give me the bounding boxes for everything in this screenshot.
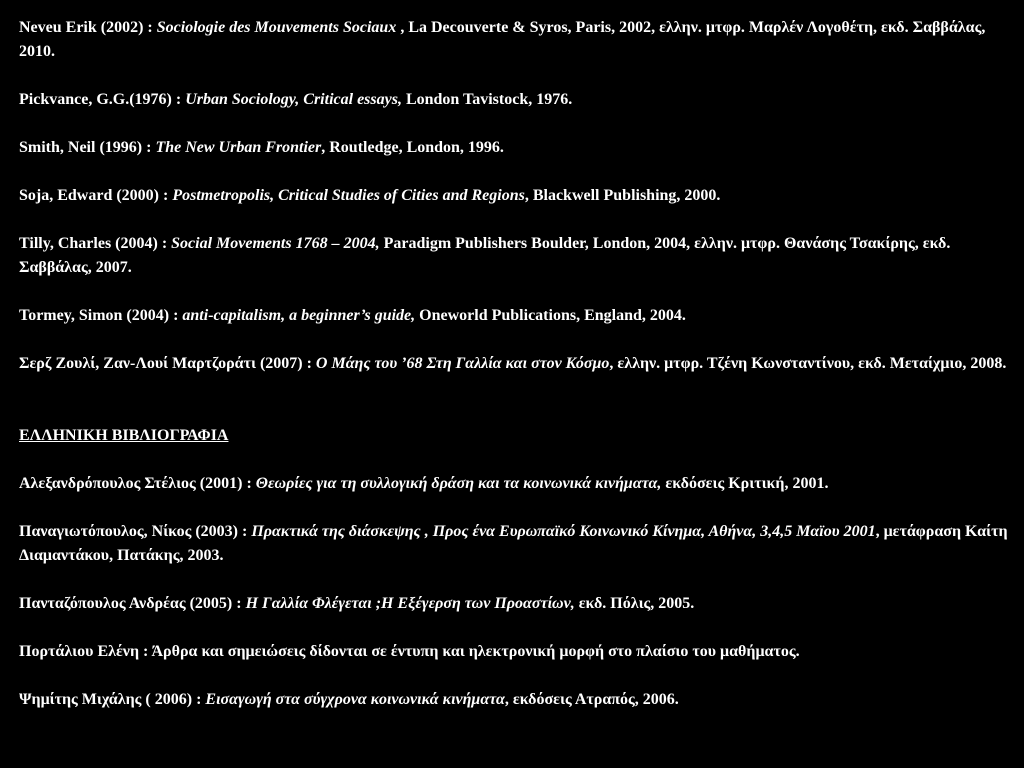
bibliography-entry	[19, 472, 1009, 496]
entry-author: Soja, Edward (2000) :	[19, 187, 173, 204]
bibliography-entry	[19, 136, 1009, 160]
bibliography-entry	[19, 88, 1009, 112]
entry-title: Ο Μάης του ’68 Στη Γαλλία και στον Κόσμο	[315, 355, 610, 372]
entry-title: Sociologie des Mouvements Sociaux	[156, 19, 397, 36]
entry-title: Postmetropolis, Critical Studies of Cities and Regions	[172, 187, 525, 204]
entry-title: Urban Sociology, Critical essays,	[185, 91, 402, 108]
entry-author: Tilly, Charles (2004) :	[19, 235, 172, 252]
entry-title: Social Movements 1768 – 2004,	[171, 235, 380, 252]
entry-author: Παναγιωτόπουλος, Νίκος (2003) :	[19, 523, 252, 540]
bibliography-page	[19, 16, 1009, 712]
entry-publication: , εκδόσεις Ατραπός, 2006.	[504, 691, 679, 708]
entry-publication: , μετάφραση Καίτη Διαμαντάκου, Πατάκης, 2003.	[19, 523, 1008, 564]
entry-publication: Oneworld Publications, England, 2004.	[415, 307, 686, 324]
bibliography-entry	[19, 352, 1009, 376]
entry-title: Πρακτικά της διάσκεψης , Προς ένα Ευρωπαϊκό Κοινωνικό Κίνημα, Αθήνα, 3,4,5 Μαϊου 2001	[251, 523, 876, 540]
bibliography-entry	[19, 520, 1009, 568]
entry-author: Tormey, Simon (2004) :	[19, 307, 183, 324]
entry-publication: London Tavistock, 1976.	[401, 91, 573, 108]
entry-title: The New Urban Frontier	[155, 139, 322, 156]
entry-publication: , La Decouverte & Syros, Paris, 2002, ελλην. μτφρ. Μαρλέν Λογοθέτη, εκδ. Σαββάλας, 2010.	[19, 19, 986, 60]
entry-publication: , Blackwell Publishing, 2000.	[524, 187, 721, 204]
entry-publication: εκδόσεις Κριτική, 2001.	[661, 475, 829, 492]
entry-author: Σερζ Ζουλί, Ζαν-Λουί Μαρτζοράτι (2007) :	[19, 355, 316, 372]
entry-title: Η Γαλλία Φλέγεται ;Η Εξέγερση των Προαστίων,	[245, 595, 575, 612]
entry-title: anti-capitalism, a beginner’s guide,	[182, 307, 416, 324]
entry-author: Πανταζόπουλος Ανδρέας (2005) :	[19, 595, 246, 612]
section-heading: ΕΛΛΗΝΙΚΗ ΒΙΒΛΙΟΓΡΑΦΙΑ	[19, 427, 229, 444]
bibliography-entry	[19, 592, 1009, 616]
entry-title: Εισαγωγή στα σύγχρονα κοινωνικά κινήματα	[205, 691, 505, 708]
entry-author: Πορτάλιου Ελένη : Άρθρα και σημειώσεις δίδονται σε έντυπη και ηλεκτρονική μορφή στο πλαίσιο του μαθήματος.	[19, 643, 800, 660]
bibliography-entry	[19, 304, 1009, 328]
bibliography-entry	[19, 232, 1009, 280]
entry-author: Pickvance, G.G.(1976) :	[19, 91, 186, 108]
bibliography-entry	[19, 688, 1009, 712]
entry-author: Ψημίτης Μιχάλης ( 2006) :	[19, 691, 206, 708]
bibliography-entry	[19, 16, 1009, 64]
entry-publication: , Routledge, London, 1996.	[321, 139, 504, 156]
entry-author: Αλεξανδρόπουλος Στέλιος (2001) :	[19, 475, 256, 492]
entry-publication: εκδ. Πόλις, 2005.	[574, 595, 695, 612]
entry-publication: Paradigm Publishers Boulder, London, 2004, ελλην. μτφρ. Θανάσης Τσακίρης, εκδ. Σαββάλας, 2007.	[19, 235, 951, 276]
entry-publication: , ελλην. μτφρ. Τζένη Κωνσταντίνου, εκδ. Μεταίχμιο, 2008.	[609, 355, 1007, 372]
entry-author: Smith, Neil (1996) :	[19, 139, 156, 156]
bibliography-entry	[19, 184, 1009, 208]
bibliography-entry	[19, 640, 1009, 664]
entry-author: Neveu Erik (2002) :	[19, 19, 157, 36]
entry-title: Θεωρίες για τη συλλογική δράση και τα κοινωνικά κινήματα,	[255, 475, 662, 492]
